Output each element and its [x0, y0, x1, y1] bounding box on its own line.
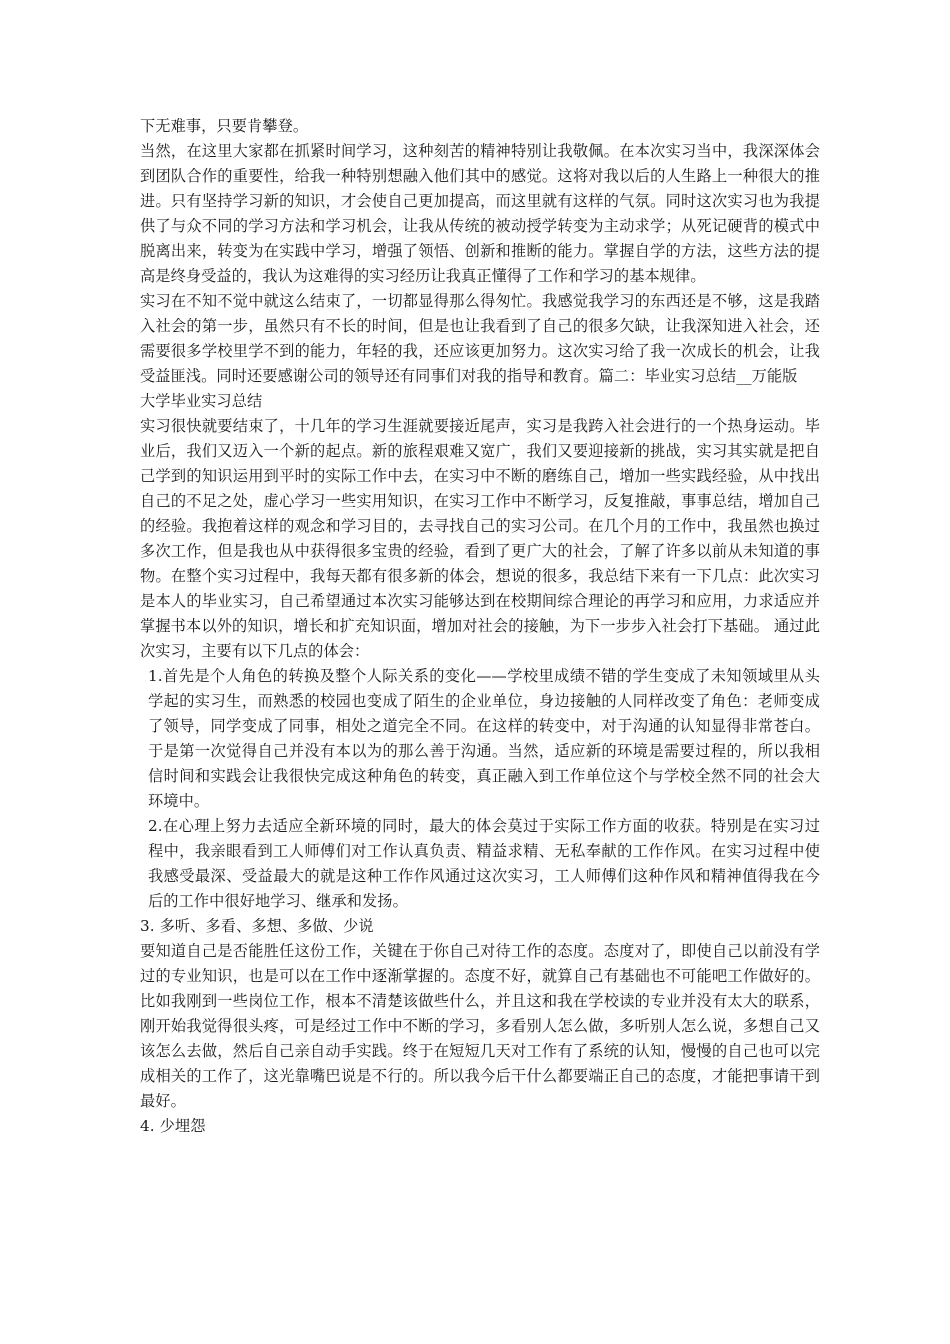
paragraph-internship-end: 实习在不知不觉中就这么结束了，一切都显得那么得匆忙。我感觉我学习的东西还是不够，这是我踏入社会的第一步，虽然只有不长的时间，但是也让我看到了自己的很多欠缺，让我深知进入社会，还需要很多学校里学不到的能力，年轻的我，还应该更加努力。这次实习给了我一次成长的机会，让我受益匪浅。同时还要感谢公司的领导还有同事们对我的指导和教育。篇二：毕业实习总结__万能版	[140, 292, 820, 385]
document-page	[140, 114, 820, 1139]
list-heading-4: 4. 少埋怨	[140, 1117, 206, 1135]
paragraph-summary: 实习很快就要结束了，十几年的学习生涯就要接近尾声，实习是我跨入社会进行的一个热身运动。毕业后，我们又迈入一个新的起点。新的旅程艰难又宽广，我们又要迎接新的挑战，实习其实就是把自己学到的知识运用到平时的实际工作中去，在实习中不断的磨练自己，增加一些实践经验，从中找出自己的不足之处，虚心学习一些实用知识，在实习工作中不断学习，反复推敲，事事总结，增加自己的经验。我抱着这样的观念和学习目的，去寻找自己的实习公司。在几个月的工作中，我虽然也换过多次工作，但是我也从中获得很多宝贵的经验，看到了更广大的社会，了解了许多以前从未知道的事物。在整个实习过程中，我每天都有很多新的体会，想说的很多，我总结下来有一下几点：此次实习是本人的毕业实习，自己希望通过本次实习能够达到在校期间综合理论的再学习和应用，力求适应并掌握书本以外的知识，增长和扩充知识面，增加对社会的接触，为下一步步入社会打下基础。 通过此次实习，主要有以下几点的体会：	[140, 417, 820, 660]
paragraph-intro-line: 下无难事，只要肯攀登。	[140, 117, 309, 135]
paragraph-attitude: 要知道自己是否能胜任这份工作，关键在于你自己对待工作的态度。态度对了，即使自己以前没有学过的专业知识，也是可以在工作中逐渐掌握的。态度不好，就算自己有基础也不可能吧工作做好的。比如我刚到一些岗位工作，根本不清楚该做些什么，并且这和我在学校读的专业并没有太大的联系，刚开始我觉得很头疼，可是经过工作中不断的学习，多看别人怎么做，多听别人怎么说，多想自己又该怎么去做，然后自己亲自动手实践。终于在短短几天对工作有了系统的认知，慢慢的自己也可以完成相关的工作了，这光靠嘴巴说是不行的。所以我今后干什么都要端正自己的态度，才能把事请干到最好。	[140, 942, 820, 1110]
section-heading: 大学毕业实习总结	[140, 392, 263, 410]
list-item-2: 2.在心理上努力去适应全新环境的同时，最大的体会莫过于实际工作方面的收获。特别是在实习过程中，我亲眼看到工人师傅们对工作认真负责、精益求精、无私奉献的工作作风。在实习过程中使我感受最深、受益最大的就是这种工作作风通过这次实习，工人师傅们这种作风和精神值得我在今后的工作中很好地学习、继承和发扬。	[148, 817, 820, 910]
paragraph-teamwork: 当然，在这里大家都在抓紧时间学习，这种刻苦的精神特别让我敬佩。在本次实习当中，我深深体会到团队合作的重要性，给我一种特别想融入他们其中的感觉。这将对我以后的人生路上一种很大的推进。只有坚持学习新的知识，才会使自己更加提高，而这里就有这样的气氛。同时这次实习也为我提供了与众不同的学习方法和学习机会，让我从传统的被动授学转变为主动求学；从死记硬背的模式中脱离出来，转变为在实践中学习，增强了领悟、创新和推断的能力。掌握自学的方法，这些方法的提高是终身受益的，我认为这难得的实习经历让我真正懂得了工作和学习的基本规律。	[140, 142, 820, 285]
list-item-1: 1.首先是个人角色的转换及整个人际关系的变化——学校里成绩不错的学生变成了未知领域里从头学起的实习生，而熟悉的校园也变成了陌生的企业单位，身边接触的人同样改变了角色：老师变成了领导，同学变成了同事，相处之道完全不同。在这样的转变中，对于沟通的认知显得非常苍白。于是第一次觉得自己并没有本以为的那么善于沟通。当然，适应新的环境是需要过程的，所以我相信时间和实践会让我很快完成这种角色的转变，真正融入到工作单位这个与学校全然不同的社会大环境中。	[148, 667, 820, 810]
list-heading-3: 3. 多听、多看、多想、多做、少说	[140, 917, 374, 935]
